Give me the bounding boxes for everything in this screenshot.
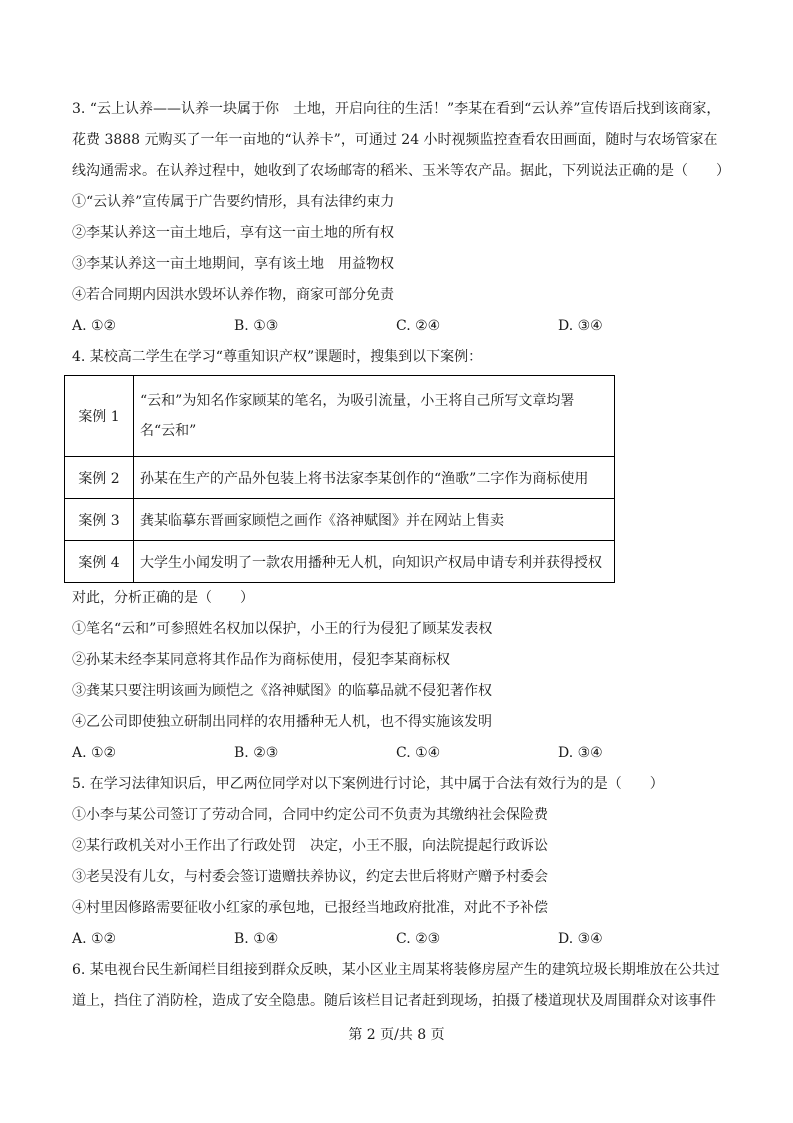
statement: ①小李与某公司签订了劳动合同，合同中约定公司不负责为其缴纳社会保险费 [72,807,548,823]
question-stem-line: 5. 在学习法律知识后，甲乙两位同学对以下案例进行讨论，其中属于合法有效行为的是（ ） [72,776,664,792]
option-b: B. ②③ [234,745,279,761]
statement: ②孙某未经李某同意将其作品作为商标使用，侵犯李某商标权 [72,652,450,668]
statement: ③李某认养这一亩土地期间，享有该土地 用益物权 [72,256,394,272]
case-label: 案例 3 [65,499,134,541]
page-number: 第 2 页/共 8 页 [348,1027,445,1043]
document-body [72,94,730,1017]
option-b: B. ①③ [234,318,279,334]
answer-options [72,311,724,342]
case-label: 案例 1 [65,376,134,457]
option-c: C. ②④ [396,318,441,334]
statement: ③龚某只要注明该画为顾恺之《洛神赋图》的临摹品就不侵犯著作权 [72,683,492,699]
case-text: 孙某在生产的产品外包装上将书法家李某创作的“渔歌”二字作为商标使用 [134,457,615,499]
question-stem-line: 线沟通需求。在认养过程中，她收到了农场邮寄的稻米、玉米等农产品。据此，下列说法正确的是（ ） [72,163,730,179]
question-6 [72,955,724,1017]
statement: ②某行政机关对小王作出了行政处罚 决定，小王不服，向法院提起行政诉讼 [72,838,548,854]
option-a: A. ①② [72,931,117,947]
option-c: C. ①④ [396,745,441,761]
statement: ④村里因修路需要征收小红家的承包地，已报经当地政府批准，对此不予补偿 [72,900,548,916]
option-b: B. ①④ [234,931,279,947]
statement: ①“云认养”宣传属于广告要约情形，具有法律约束力 [72,194,395,210]
question-4 [72,342,724,769]
case-label: 案例 2 [65,457,134,499]
question-stem-line: 4. 某校高二学生在学习“尊重知识产权”课题时，搜集到以下案例： [72,349,483,365]
question-5 [72,769,724,955]
question-stem-line: 6. 某电视台民生新闻栏目组接到群众反映，某小区业主周某将装修房屋产生的建筑垃圾长期堆放在公共过 [72,962,720,978]
statement: ④乙公司即使独立研制出同样的农用播种无人机，也不得实施该发明 [72,714,492,730]
case-text: “云和”为知名作家顾某的笔名，为吸引流量，小王将自己所写文章均署名“云和” [134,376,615,457]
statement: ③老吴没有儿女，与村委会签订遗赠扶养协议，约定去世后将财产赠予村委会 [72,869,548,885]
table-row [65,457,615,499]
option-a: A. ①② [72,745,117,761]
option-a: A. ①② [72,318,117,334]
statement: ②李某认养这一亩土地后，享有这一亩土地的所有权 [72,225,394,241]
case-label: 案例 4 [65,541,134,583]
table-row [65,376,615,457]
question-stem-line: 花费 3888 元购买了一年一亩地的“认养卡”，可通过 24 小时视频监控查看农田画面，随时与农场管家在 [72,132,718,148]
case-text: 大学生小闻发明了一款农用播种无人机，向知识产权局申请专利并获得授权 [134,541,615,583]
case-table [64,375,615,583]
statement: ①笔名“云和”可参照姓名权加以保护，小王的行为侵犯了顾某发表权 [72,621,493,637]
table-row [65,499,615,541]
answer-options [72,924,724,955]
case-text: 龚某临摹东晋画家顾恺之画作《洛神赋图》并在网站上售卖 [134,499,615,541]
question-stem-line: 道上，挡住了消防栓，造成了安全隐患。随后该栏目记者赶到现场，拍摄了楼道现状及周围群众对该事件 [72,993,716,1009]
question-prompt: 对此，分析正确的是（ ） [72,590,254,606]
option-d: D. ③④ [558,745,603,761]
table-row [65,541,615,583]
question-stem-line: 3. “云上认养——认养一块属于你 土地，开启向往的生活！”李某在看到“云认养”宣传语后找到该商家， [72,101,721,117]
statement: ④若合同期内因洪水毁坏认养作物，商家可部分免责 [72,287,394,303]
option-c: C. ②③ [396,931,441,947]
answer-options [72,738,724,769]
option-d: D. ③④ [558,931,603,947]
option-d: D. ③④ [558,318,603,334]
question-3 [72,94,730,342]
